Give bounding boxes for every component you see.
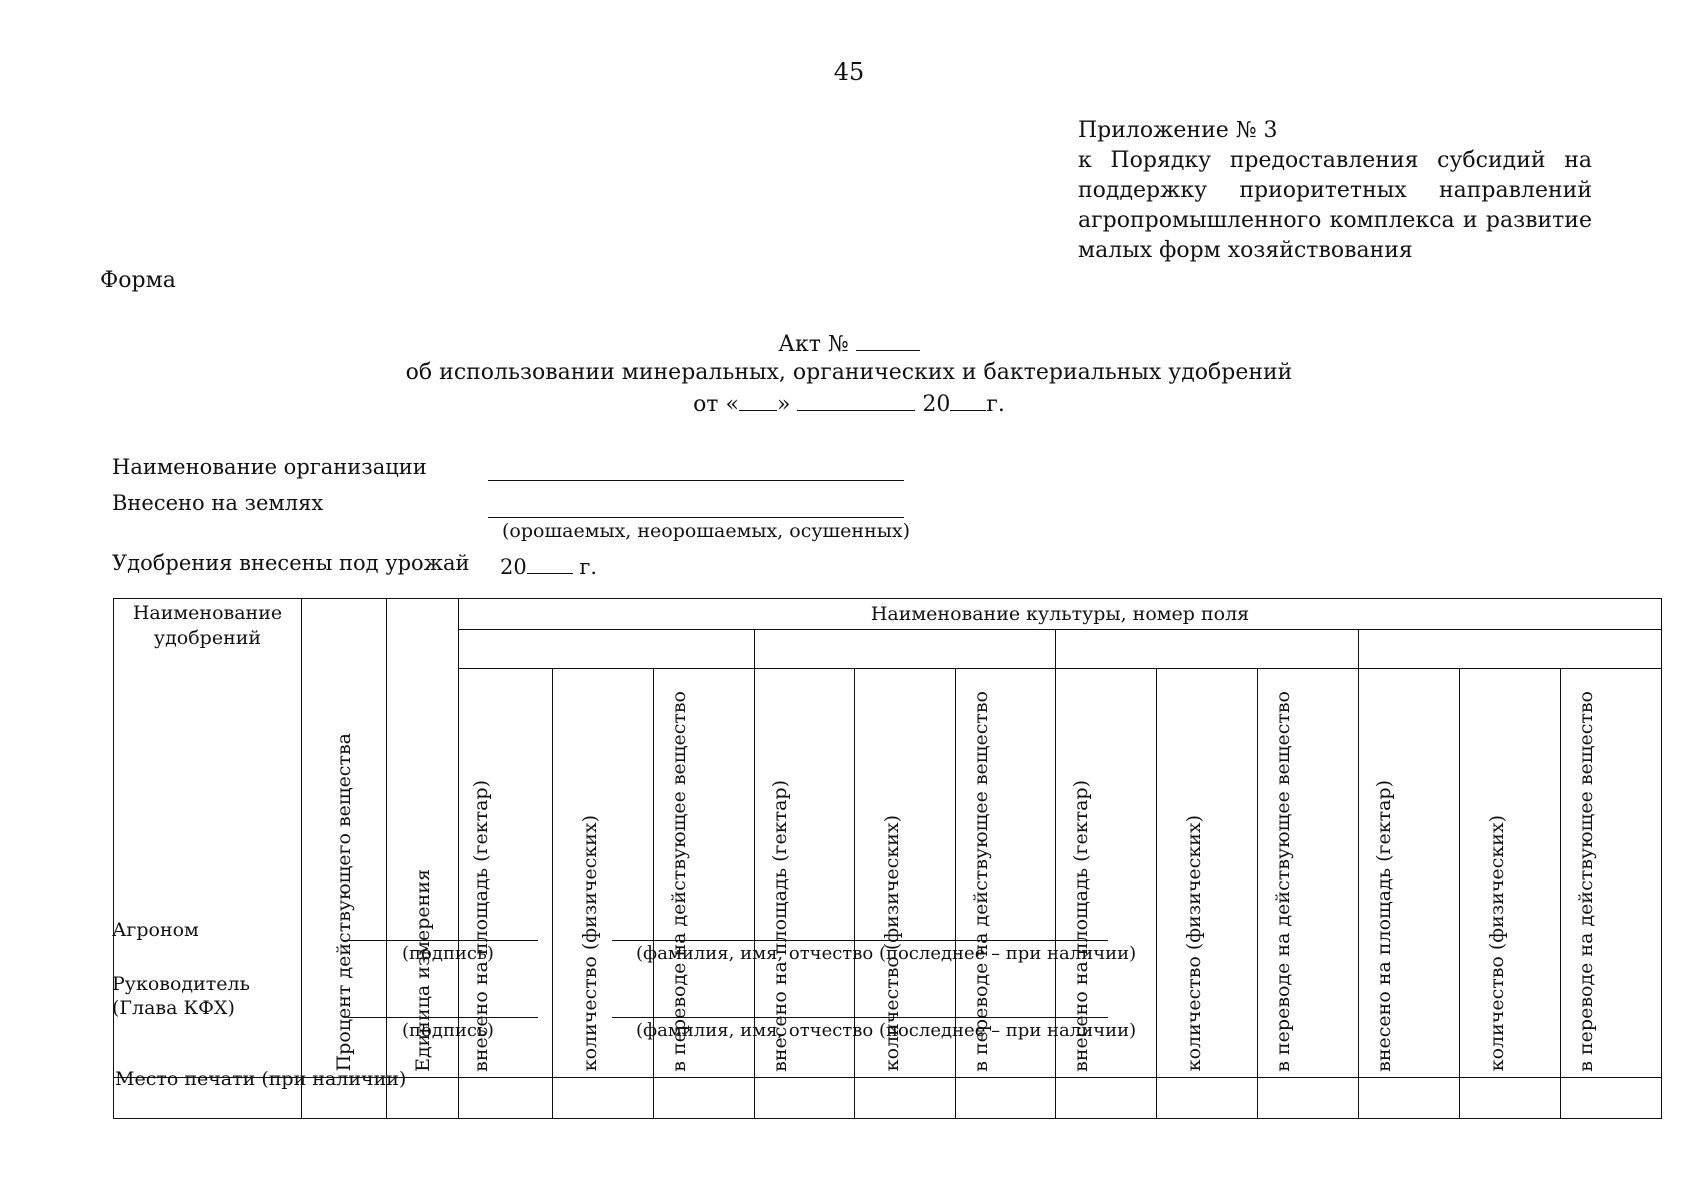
signature-note: (подпись) (402, 1020, 494, 1041)
subheader-quantity (1157, 669, 1258, 1078)
table-cell[interactable] (855, 1077, 956, 1118)
org-field[interactable] (488, 480, 904, 481)
act-number-field[interactable] (856, 328, 920, 351)
subheader-active-text: в переводе на действующее вещество (1272, 691, 1294, 1072)
head-signature-field[interactable] (348, 1017, 538, 1018)
subheader-quantity-text: количество (физических) (1486, 815, 1508, 1072)
subheader-active-text: в переводе на действующее вещество (668, 691, 690, 1072)
date-prefix: от « (693, 392, 739, 417)
agronomist-name-field[interactable] (612, 940, 1108, 941)
head-name-field[interactable] (612, 1017, 1108, 1018)
harvest-year-prefix: 20 (500, 555, 527, 579)
agronomist-signature-field[interactable] (348, 940, 538, 941)
subheader-quantity-text: количество (физических) (1183, 815, 1205, 1072)
form-label: Форма (100, 268, 176, 293)
table-cell[interactable] (1258, 1077, 1359, 1118)
subheader-active (654, 669, 755, 1078)
subheader-area (755, 669, 855, 1078)
appendix-block (1078, 116, 1592, 266)
name-note: (фамилия, имя, отчество (последнее – при наличии) (636, 1020, 1137, 1041)
subheader-quantity-text: количество (физических) (579, 815, 601, 1072)
header-unit (387, 599, 459, 1078)
table-cell[interactable] (1460, 1077, 1561, 1118)
subheader-active (956, 669, 1056, 1078)
appendix-line: агропромышленного комплекса и развитие (1078, 208, 1592, 233)
table-cell[interactable] (1157, 1077, 1258, 1118)
date-quote: » (776, 392, 791, 417)
act-subtitle: об использовании минеральных, органических и бактериальных удобрений (405, 360, 1293, 385)
subheader-area-text: внесено на площадь (гектар) (768, 779, 791, 1072)
subheader-area (459, 669, 553, 1078)
table-cell[interactable] (956, 1077, 1056, 1118)
act-title (0, 328, 1698, 360)
lands-label: Внесено на землях (112, 491, 324, 515)
date-month-field[interactable] (797, 388, 915, 411)
page-number: 45 (833, 58, 865, 86)
subheader-area (1359, 669, 1460, 1078)
table-cell[interactable] (654, 1077, 755, 1118)
date-day-field[interactable] (739, 388, 777, 411)
date-year-prefix: 20 (922, 392, 951, 417)
appendix-title: Приложение № 3 (1078, 118, 1278, 143)
culture-cell-4[interactable] (1359, 630, 1662, 669)
head-label: Руководитель (Глава КФХ) (112, 973, 250, 1019)
table-cell[interactable] (459, 1077, 553, 1118)
appendix-line: к Порядку предоставления субсидий на (1078, 148, 1592, 173)
harvest-year-field[interactable] (527, 551, 573, 574)
harvest-year-suffix: г. (579, 555, 598, 579)
subheader-quantity-text: количество (физических) (881, 815, 903, 1072)
table-cell[interactable] (1561, 1077, 1662, 1118)
appendix-line: поддержку приоритетных направлений (1078, 178, 1592, 203)
subheader-area (1056, 669, 1157, 1078)
culture-cell-1[interactable] (459, 630, 755, 669)
culture-cell-3[interactable] (1056, 630, 1359, 669)
stamp-label: Место печати (при наличии) (115, 1068, 407, 1090)
subheader-quantity (1460, 669, 1561, 1078)
header-percent (302, 599, 387, 1078)
subheader-active (1258, 669, 1359, 1078)
header-fertilizer-name: Наименование удобрений (114, 599, 302, 1078)
act-number-label: Акт № (778, 332, 849, 357)
harvest-year (500, 551, 597, 579)
header-unit-text: Единица измерения (411, 868, 434, 1072)
signature-note: (подпись) (402, 943, 494, 964)
subheader-active-text: в переводе на действующее вещество (969, 691, 992, 1072)
agronomist-label: Агроном (112, 919, 199, 941)
subheader-quantity (553, 669, 654, 1078)
lands-field[interactable] (488, 517, 904, 518)
header-culture-field: Наименование культуры, номер поля (459, 599, 1662, 630)
subheader-active (1561, 669, 1662, 1078)
table-cell[interactable] (755, 1077, 855, 1118)
lands-note: (орошаемых, неорошаемых, осушенных) (502, 520, 911, 542)
subheader-area-text: внесено на площадь (гектар) (1070, 779, 1092, 1072)
subheader-area-text: внесено на площадь (гектар) (1373, 779, 1395, 1072)
appendix-line: малых форм хозяйствования (1078, 238, 1413, 263)
header-percent-text: Процент действующего вещества (333, 733, 355, 1072)
subheader-active-text: в переводе на действующее вещество (1575, 691, 1597, 1072)
date-year-field[interactable] (950, 388, 986, 411)
table-cell[interactable] (553, 1077, 654, 1118)
date-year-suffix: г. (986, 392, 1005, 417)
act-date (0, 388, 1698, 420)
table-cell[interactable] (1359, 1077, 1460, 1118)
subheader-area-text: внесено на площадь (гектар) (469, 779, 492, 1072)
org-label: Наименование организации (112, 455, 427, 479)
culture-cell-2[interactable] (755, 630, 1056, 669)
harvest-label: Удобрения внесены под урожай (112, 551, 470, 575)
table-cell[interactable] (1056, 1077, 1157, 1118)
subheader-quantity (855, 669, 956, 1078)
name-note: (фамилия, имя, отчество (последнее – при наличии) (636, 943, 1137, 964)
